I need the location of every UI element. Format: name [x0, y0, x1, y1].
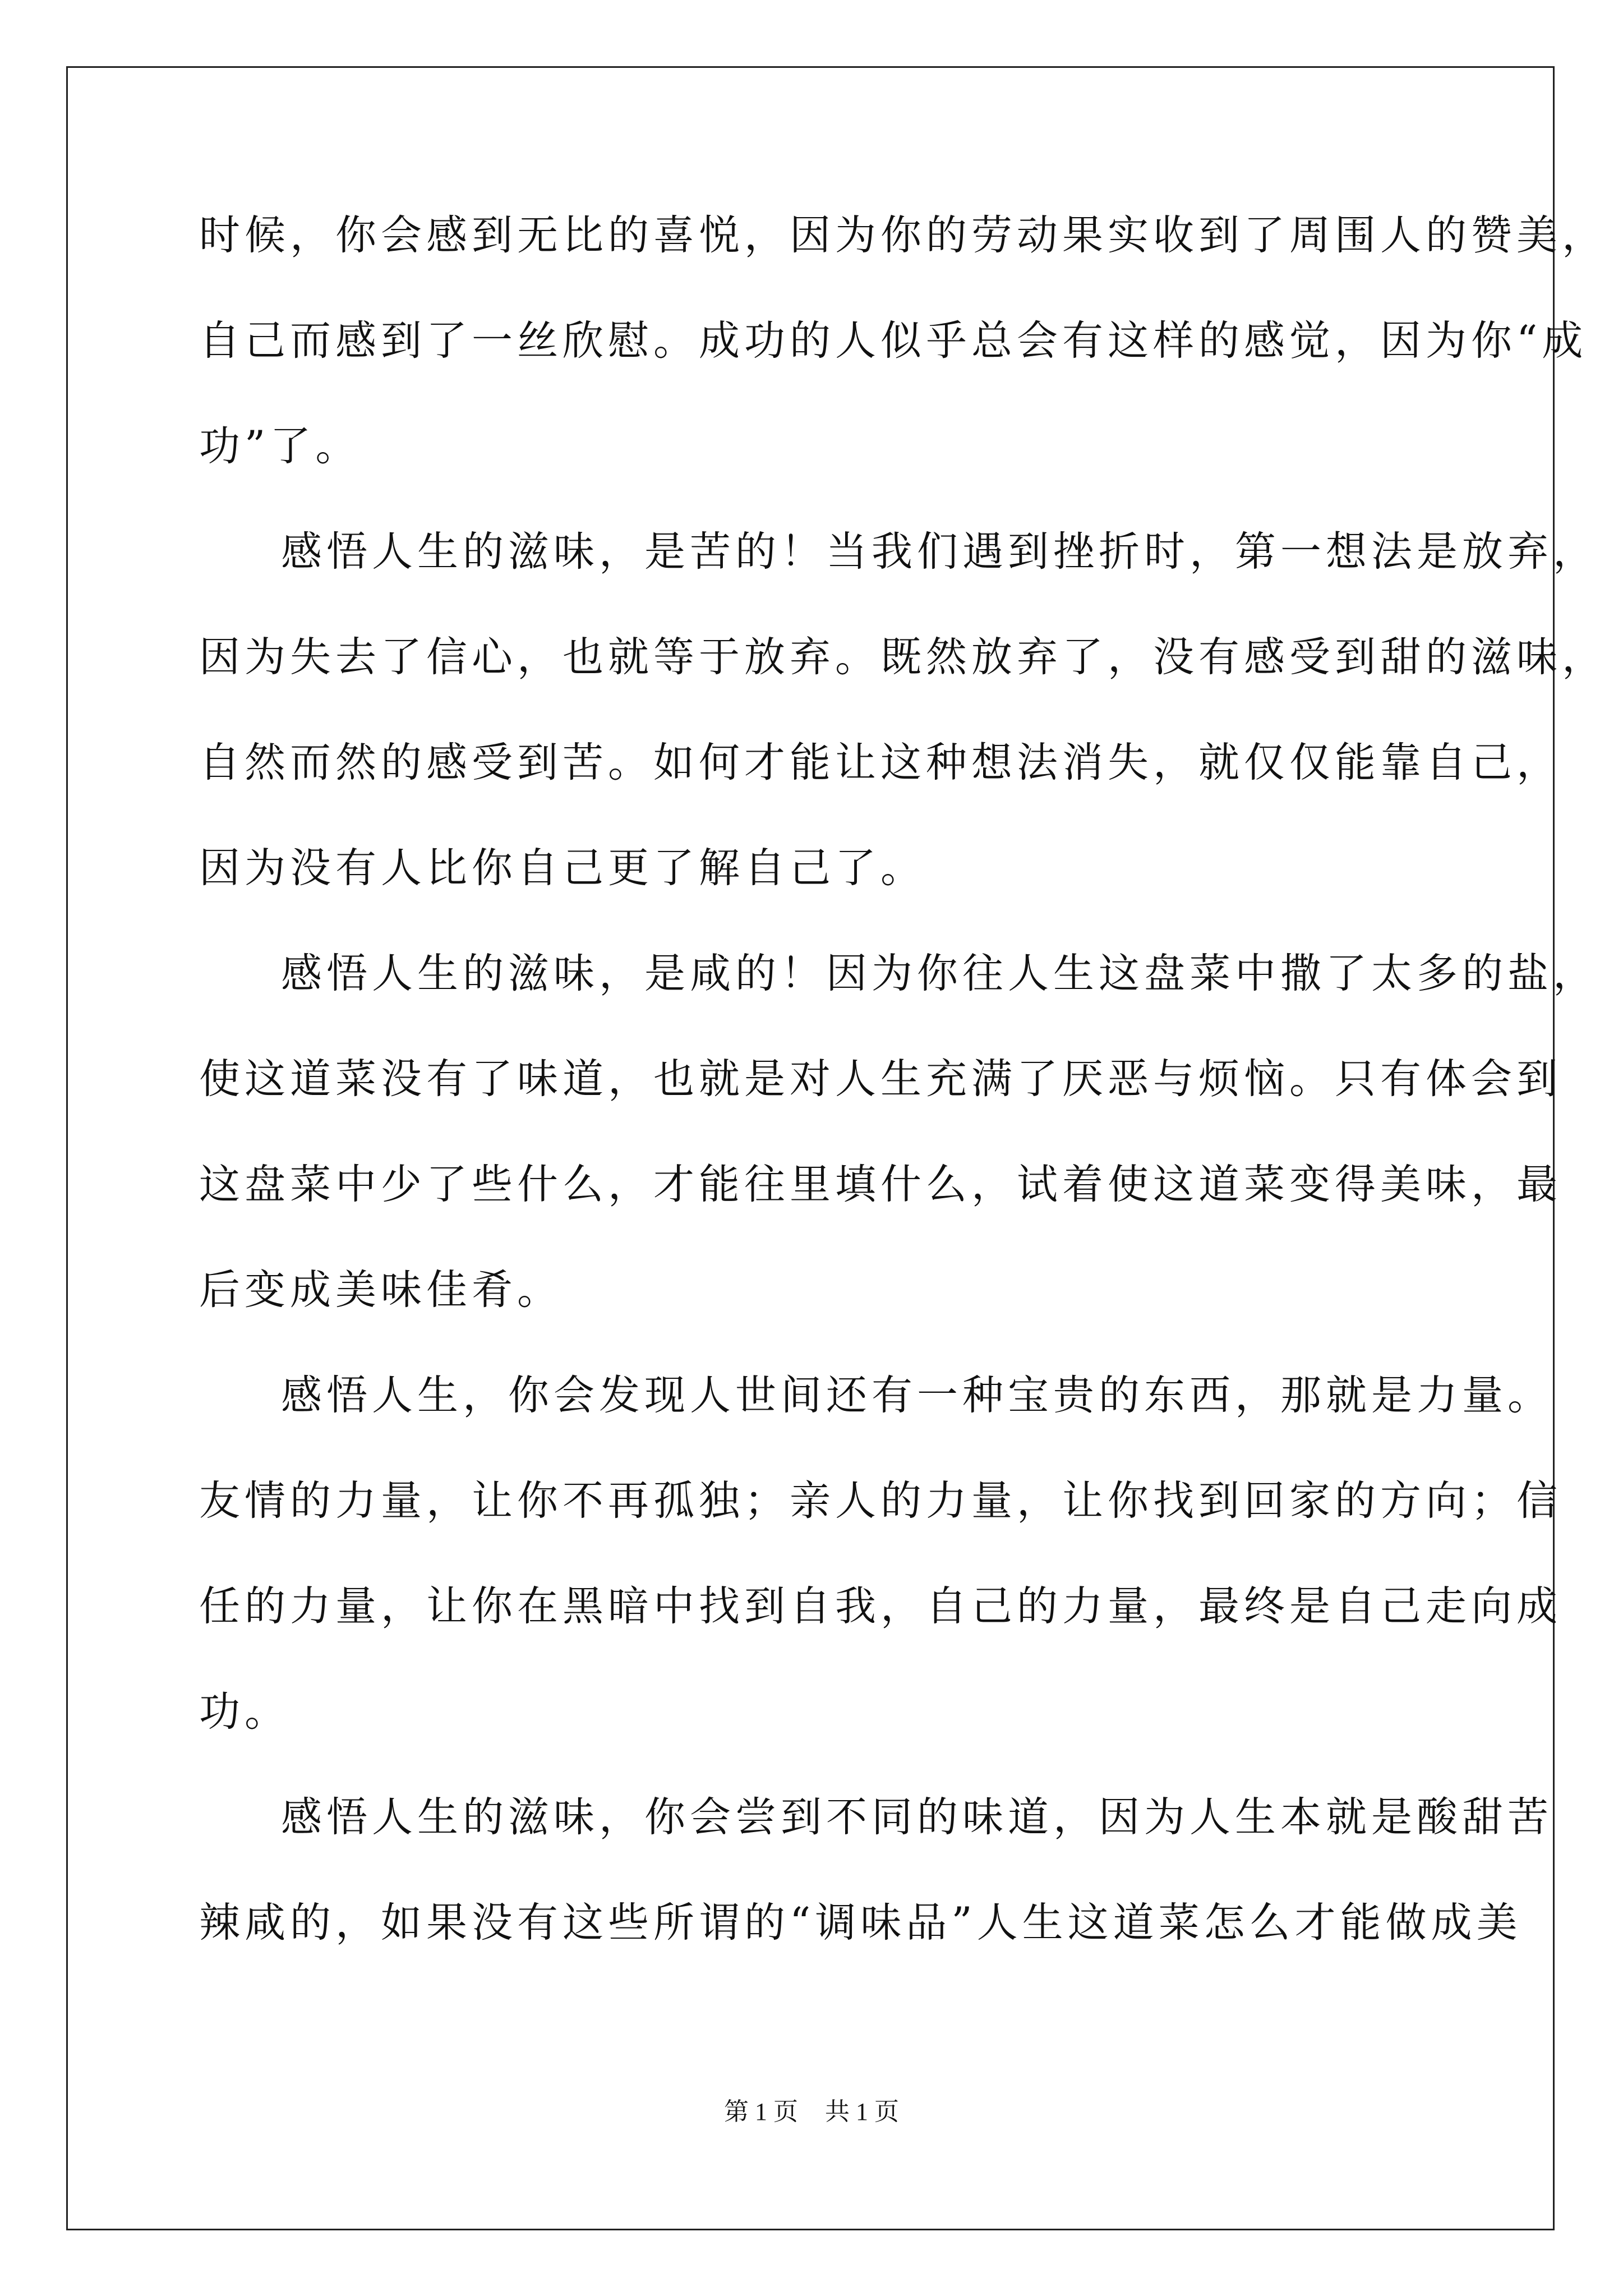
text-line: 因为失去了信心，也就等于放弃。既然放弃了，没有感受到甜的滋味， [199, 633, 1607, 681]
text-line: 后变成美味佳肴。 [199, 1266, 562, 1314]
text-line: 友情的力量，让你不再孤独；亲人的力量，让你找到回家的方向；信 [199, 1477, 1562, 1525]
text-line: 因为没有人比你自己更了解自己了。 [199, 844, 926, 892]
paragraph-start-line: 感悟人生的滋味，是苦的！当我们遇到挫折时，第一想法是放弃， [281, 528, 1598, 576]
paragraph-start-line: 感悟人生的滋味，你会尝到不同的味道，因为人生本就是酸甜苦 [281, 1793, 1553, 1841]
text-line: 辣咸的，如果没有这些所谓的“调味品”人生这道菜怎么才能做成美 [199, 1899, 1522, 1947]
text-line: 任的力量，让你在黑暗中找到自我，自己的力量，最终是自己走向成 [199, 1582, 1562, 1630]
text-line: 功”了。 [199, 422, 361, 470]
text-line: 功。 [199, 1688, 290, 1736]
paragraph-start-line: 感悟人生的滋味，是咸的！因为你往人生这盘菜中撒了太多的盐， [281, 950, 1598, 997]
text-line: 自己而感到了一丝欣慰。成功的人似乎总会有这样的感觉，因为你“成 [199, 317, 1588, 365]
text-line: 这盘菜中少了些什么，才能往里填什么，试着使这道菜变得美味，最 [199, 1161, 1562, 1208]
text-line: 使这道菜没有了味道，也就是对人生充满了厌恶与烦恼。只有体会到 [199, 1055, 1562, 1103]
page-total: 共 1 页 [825, 2098, 899, 2125]
text-line: 时候，你会感到无比的喜悦，因为你的劳动果实收到了周围人的赞美， [199, 211, 1607, 259]
page-footer [0, 2095, 1623, 2129]
text-line: 自然而然的感受到苦。如何才能让这种想法消失，就仅仅能靠自己， [199, 739, 1562, 786]
page-number: 第 1 页 [724, 2098, 798, 2125]
paragraph-start-line: 感悟人生，你会发现人世间还有一种宝贵的东西，那就是力量。 [281, 1372, 1553, 1419]
